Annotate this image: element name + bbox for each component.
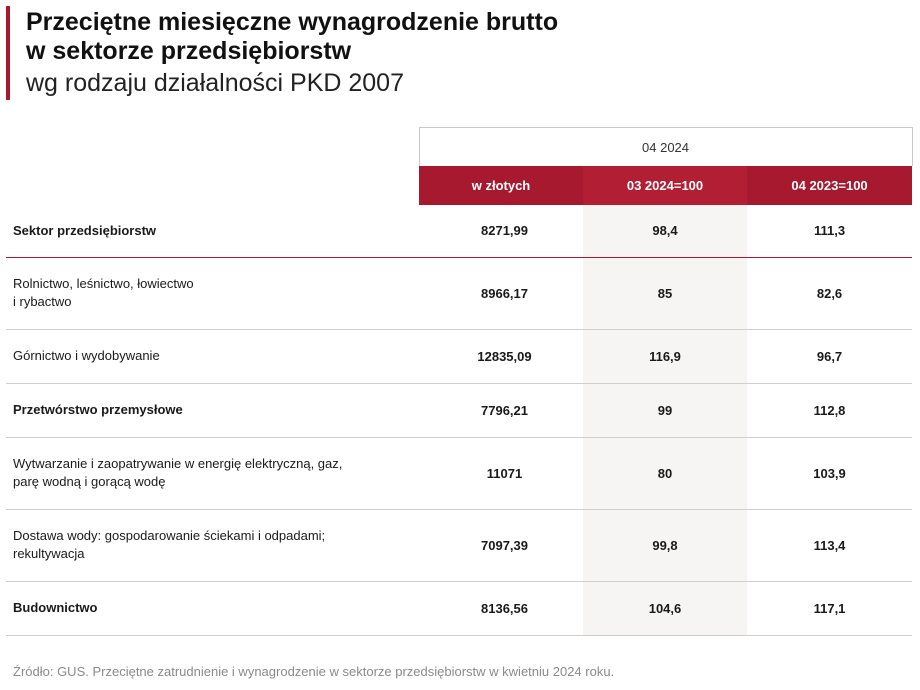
row-value: 8136,56 [419, 581, 583, 635]
row-prev-month-index: 99,8 [583, 509, 747, 581]
column-header-value: w złotych [419, 166, 583, 205]
title-line-2: w sektorze przedsiębiorstw [26, 37, 352, 65]
title-block [6, 6, 558, 100]
table-row [6, 383, 912, 437]
row-prev-month-index: 85 [583, 257, 747, 329]
row-prev-year-index: 112,8 [747, 383, 912, 437]
row-label-line: rekultywacja [13, 546, 85, 561]
row-value: 7097,39 [419, 509, 583, 581]
column-header-prev-month: 03 2024=100 [583, 166, 747, 205]
row-prev-month-index: 99 [583, 383, 747, 437]
row-label [6, 329, 419, 383]
row-label [6, 205, 419, 257]
row-value: 12835,09 [419, 329, 583, 383]
table-row [6, 581, 912, 635]
row-value: 8271,99 [419, 205, 583, 257]
row-prev-year-index: 113,4 [747, 509, 912, 581]
row-label-line: parę wodną i gorącą wodę [13, 474, 166, 489]
row-label-line: Przetwórstwo przemysłowe [13, 402, 183, 417]
source-note: Źródło: GUS. Przeciętne zatrudnienie i wynagrodzenie w sektorze przedsiębiorstw w kwietniu 2024 roku. [13, 664, 615, 679]
row-label [6, 509, 419, 581]
page-title [26, 8, 558, 66]
row-prev-month-index: 116,9 [583, 329, 747, 383]
column-header-row [6, 166, 912, 205]
row-label-line: Sektor przedsiębiorstw [13, 222, 157, 238]
row-label-line: i rybactwo [13, 294, 72, 309]
row-label [6, 383, 419, 437]
row-prev-year-index: 117,1 [747, 581, 912, 635]
table-row [6, 329, 912, 383]
row-prev-month-index: 80 [583, 437, 747, 509]
row-label [6, 257, 419, 329]
table-row [6, 437, 912, 509]
row-prev-year-index: 103,9 [747, 437, 912, 509]
row-value: 11071 [419, 437, 583, 509]
row-prev-month-index: 98,4 [583, 205, 747, 257]
row-label [6, 437, 419, 509]
table-row [6, 257, 912, 329]
row-label [6, 581, 419, 635]
row-label-line: Wytwarzanie i zaopatrywanie w energię elektryczną, gaz, [13, 456, 343, 471]
row-label-line: Dostawa wody: gospodarowanie ściekami i odpadami; [13, 528, 326, 543]
table-row [6, 509, 912, 581]
row-prev-year-index: 82,6 [747, 257, 912, 329]
row-value: 7796,21 [419, 383, 583, 437]
row-label-line: Rolnictwo, leśnictwo, łowiectwo [13, 276, 194, 291]
row-prev-month-index: 104,6 [583, 581, 747, 635]
period-label: 04 2024 [419, 128, 912, 167]
row-label-line: Górnictwo i wydobywanie [13, 348, 160, 363]
empty-corner-cell [6, 128, 419, 167]
table-row [6, 205, 912, 257]
page-subtitle: wg rodzaju działalności PKD 2007 [26, 69, 404, 97]
empty-label-header [6, 166, 419, 205]
row-label-line: Budownictwo [13, 600, 98, 615]
title-line-1: Przeciętne miesięczne wynagrodzenie brutto [26, 8, 559, 36]
period-header-row [6, 128, 912, 167]
row-prev-year-index: 111,3 [747, 205, 912, 257]
wages-table [6, 127, 913, 636]
row-value: 8966,17 [419, 257, 583, 329]
row-prev-year-index: 96,7 [747, 329, 912, 383]
column-header-prev-year: 04 2023=100 [747, 166, 912, 205]
